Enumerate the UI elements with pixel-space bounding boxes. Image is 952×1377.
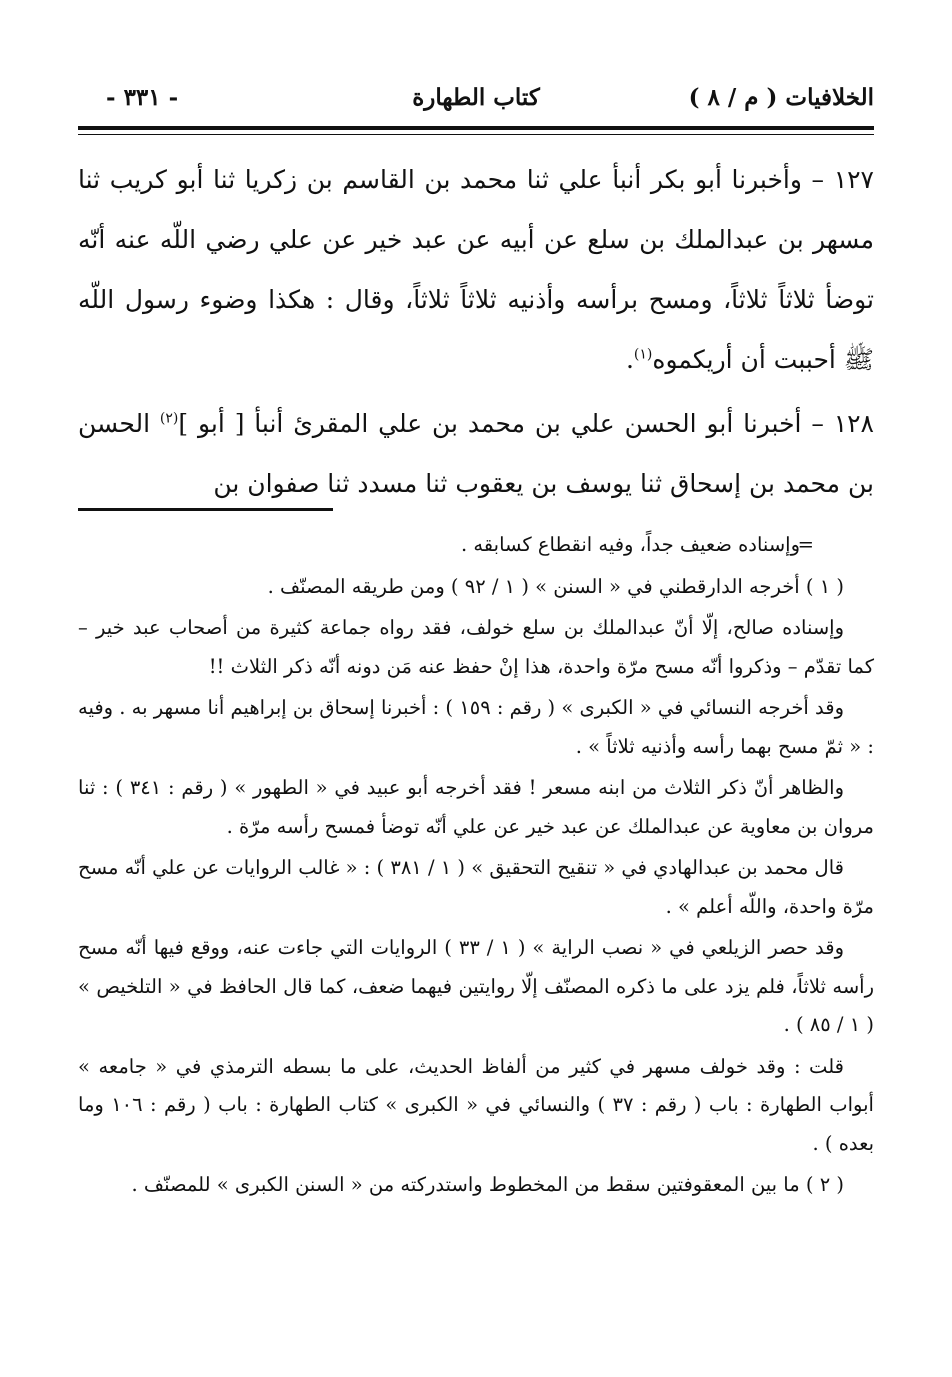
header-book-part: الخلافيات ( م / ٨ ) [688,84,874,111]
hadith-128 [78,394,874,514]
hadith-128-text-a: ١٢٨ – أخبرنا أبو الحسن علي بن محمد بن علي المقرئ أنبأ [ أبو ] [178,409,874,438]
continuation-mark: = [797,533,814,556]
book-page [78,0,874,1377]
hadith-127-end: . [625,345,634,374]
hadith-128-text-b: الحسن بن محمد بن إسحاق ثنا يوسف بن يعقوب ثنا مسدد ثنا صفوان بن [78,409,874,498]
footnote-ref-1: (١) [633,346,653,363]
header-rule-thick [78,126,874,130]
footnote-1-para-b: وإسناده صالح، إلّا أنّ عبدالملك بن سلع خولف، فقد رواه جماعة كثيرة من أصحاب عبد خير – كما تقدّم – وذكروا أنّه مسح مرّة واحدة، هذا إنْ حفظ عنه مَن دونه أنّه ذكر الثلاث !! [78,616,874,678]
footnote-1: ( ١ ) أخرجه الدارقطني في « السنن » ( ١ / ٩٢ ) ومن طريقه المصنّف . [267,574,844,598]
footnote-1-para-d: والظاهر أنّ ذكر الثلاث من ابنه مسعر ! فقد أخرجه أبو عبيد في « الطهور » ( رقم : ٣٤١ ) : ثنا مروان بن معاوية عن عبدالملك عن عبد خير عن علي أنّه توضأ فمسح رأسه مرّة . [78,776,874,838]
header-rule-thin [78,134,874,135]
footnote-1-para-f: وقد حصر الزيلعي في « نصب الراية » ( ١ / ٣٣ ) الروايات التي جاءت عنه، ووقع فيها أنّه مسح رأسه ثلاثاً، فلم يزد على ما ذكره المصنّف إلّا روايتين فيهما ضعف، كما قال الحافظ في « التلخيص » ( ١ / ٨٥ ) . [78,936,874,1036]
footnote-continuation-text: وإسناده ضعيف جداً، وفيه انقطاع كسابقه . [460,533,800,556]
footnote-continuation [78,526,874,565]
hadith-127 [78,150,874,390]
footnote-1-para-e: قال محمد بن عبدالهادي في « تنقيح التحقيق » ( ١ / ٣٨١ ) : « غالب الروايات عن علي أنّه مسح مرّة واحدة، واللّه أعلم » . [78,856,874,918]
footnote-separator [78,508,333,511]
main-text [78,150,874,518]
footnote-1-para-c: وقد أخرجه النسائي في « الكبرى » ( رقم : ١٥٩ ) : أخبرنا إسحاق بن إبراهيم أنا مسهر به . وفيه : « ثمّ مسح بهما رأسه وأذنيه ثلاثاً » . [78,696,874,758]
page-number: - ٣٣١ - [106,84,179,111]
footnotes [78,526,874,1208]
footnote-ref-2: (٢) [159,410,179,427]
hadith-127-text: ١٢٧ – وأخبرنا أبو بكر أنبأ علي ثنا محمد بن القاسم بن زكريا ثنا أبو كريب ثنا مسهر بن عبدالملك بن سلع عن أبيه عن عبد خير عن علي رضي اللّه عنه أنّه توضأ ثلاثاً ثلاثاً، ومسح برأسه وأذنيه ثلاثاً ثلاثاً، وقال : هكذا وضوء رسول اللّه ﷺ أحببت أن أريكموه [78,165,874,374]
footnote-2: ( ٢ ) ما بين المعقوفتين سقط من المخطوط واستدركته من « السنن الكبرى » للمصنّف . [131,1173,844,1196]
header-title: كتاب الطهارة [412,84,540,111]
footnote-1-para-g: قلت : وقد خولف مسهر في كثير من ألفاظ الحديث، على ما بسطه الترمذي في « جامعه » أبواب الطهارة : باب ( رقم : ٣٧ ) والنسائي في « الكبرى » كتاب الطهارة : باب ( رقم : ١٠٦ وما بعده ) . [78,1054,874,1155]
running-header [78,78,874,122]
